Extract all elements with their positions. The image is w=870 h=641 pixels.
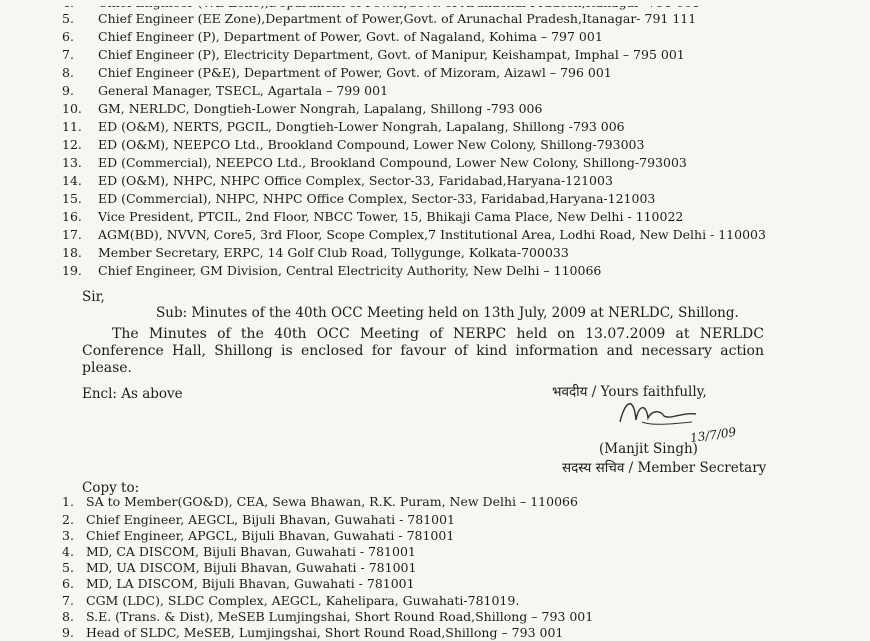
recipient-item: 6. Chief Engineer (P), Department of Power, Govt. of Nagaland, Kohima – 797 001 xyxy=(62,29,603,44)
copy-item: 4. MD, CA DISCOM, Bijuli Bhavan, Guwahati - 781001 xyxy=(62,544,416,559)
copy-item: 8. S.E. (Trans. & Dist), MeSEB Lumjingshai, Short Round Road,Shillong – 793 001 xyxy=(62,609,594,624)
recipient-item: 8. Chief Engineer (P&E), Department of Power, Govt. of Mizoram, Aizawl – 796 001 xyxy=(62,65,612,80)
subject-line: Sub: Minutes of the 40th OCC Meeting held on 13th July, 2009 at NERLDC, Shillong. xyxy=(156,305,739,321)
copy-item: 9. Head of SLDC, MeSEB, Lumjingshai, Short Round Road,Shillong – 793 001 xyxy=(62,625,564,640)
recipient-item: 14. ED (O&M), NHPC, NHPC Office Complex, Sector-33, Faridabad,Haryana-121003 xyxy=(62,173,613,188)
copy-item: 1. SA to Member(GO&D), CEA, Sewa Bhawan, R.K. Puram, New Delhi – 110066 xyxy=(62,494,578,509)
recipient-item: 13. ED (Commercial), NEEPCO Ltd., Brookland Compound, Lower New Colony, Shillong-793003 xyxy=(62,155,687,170)
recipient-item: 19. Chief Engineer, GM Division, Central Electricity Authority, New Delhi – 110066 xyxy=(62,263,602,278)
body-paragraph: The Minutes of the 40th OCC Meeting of NERPC held on 13.07.2009 at NERLDC Conference Hall, Shillong is enclosed for favour of kind information and necessary action please. xyxy=(82,326,764,376)
copy-item: 7. CGM (LDC), SLDC Complex, AEGCL, Kahelipara, Guwahati-781019. xyxy=(62,593,520,608)
recipient-item: 16. Vice President, PTCIL, 2nd Floor, NBCC Tower, 15, Bhikaji Cama Place, New Delhi - 110022 xyxy=(62,209,684,224)
signatory-title: सदस्य सचिव / Member Secretary xyxy=(562,460,767,476)
recipient-item: 18. Member Secretary, ERPC, 14 Golf Club Road, Tollygunge, Kolkata-700033 xyxy=(62,245,569,260)
signatory-name: (Manjit Singh) xyxy=(599,441,698,457)
recipient-item: 17. AGM(BD), NVVN, Core5, 3rd Floor, Scope Complex,7 Institutional Area, Lodhi Road, New Delhi - 110003 xyxy=(62,227,766,242)
copy-item: 5. MD, UA DISCOM, Bijuli Bhavan, Guwahati - 781001 xyxy=(62,560,417,575)
recipient-item: 10. GM, NERLDC, Dongtieh-Lower Nongrah, Lapalang, Shillong -793 006 xyxy=(62,101,543,116)
signature-scribble xyxy=(612,392,732,432)
salutation: Sir, xyxy=(82,289,105,305)
copy-item: 6. MD, LA DISCOM, Bijuli Bhavan, Guwahati - 781001 xyxy=(62,576,415,591)
scan-edge xyxy=(0,0,870,6)
recipient-item: 9. General Manager, TSECL, Agartala – 799 001 xyxy=(62,83,389,98)
signature-date: 13/7/09 xyxy=(689,424,738,446)
recipient-item: 12. ED (O&M), NEEPCO Ltd., Brookland Compound, Lower New Colony, Shillong-793003 xyxy=(62,137,645,152)
copy-item: 3. Chief Engineer, APGCL, Bijuli Bhavan, Guwahati - 781001 xyxy=(62,528,455,543)
recipient-item: 5. Chief Engineer (EE Zone),Department of Power,Govt. of Arunachal Pradesh,Itanagar- 791 111 xyxy=(62,11,697,26)
recipient-item: 7. Chief Engineer (P), Electricity Department, Govt. of Manipur, Keishampat, Imphal – 795 001 xyxy=(62,47,685,62)
recipient-item: 15. ED (Commercial), NHPC, NHPC Office Complex, Sector-33, Faridabad,Haryana-121003 xyxy=(62,191,656,206)
enclosure-note: Encl: As above xyxy=(82,386,183,402)
copy-heading: Copy to: xyxy=(82,480,140,496)
copy-item: 2. Chief Engineer, AEGCL, Bijuli Bhavan, Guwahati - 781001 xyxy=(62,512,456,527)
recipient-item: 11. ED (O&M), NERTS, PGCIL, Dongtieh-Lower Nongrah, Lapalang, Shillong -793 006 xyxy=(62,119,625,134)
closing: भवदीय / Yours faithfully, xyxy=(552,384,707,400)
